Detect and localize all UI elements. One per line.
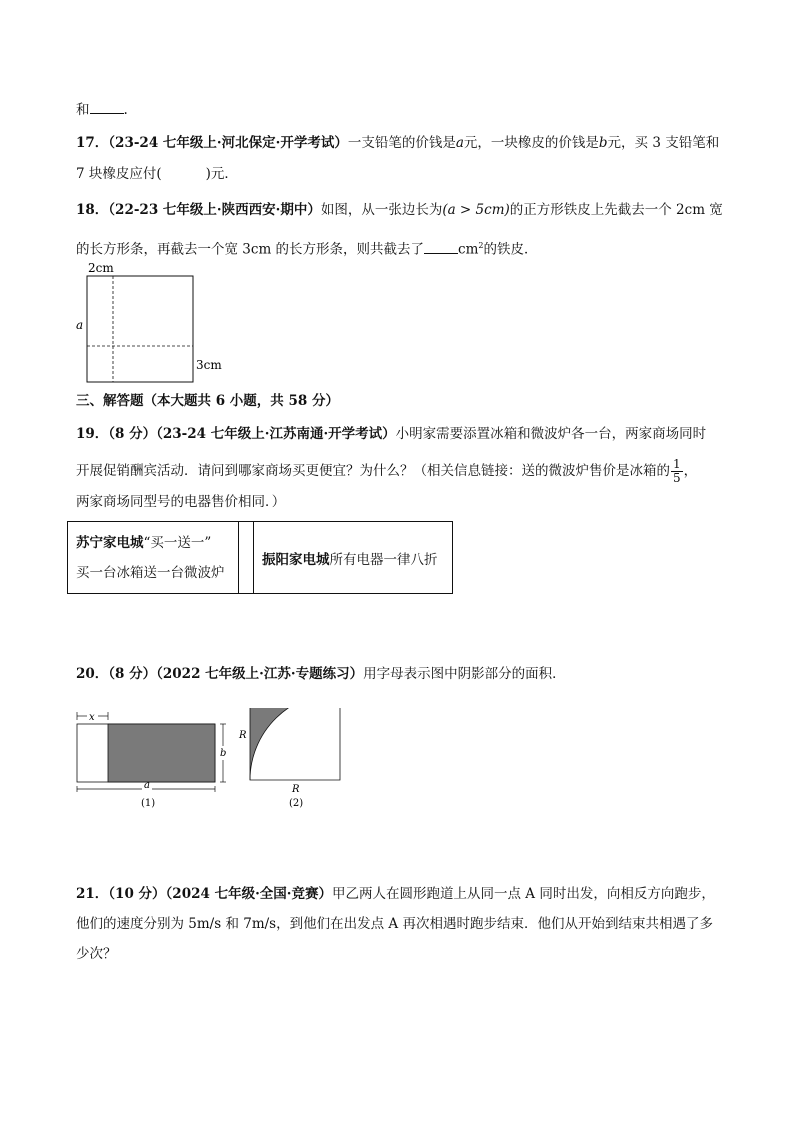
q17-line2-a: 7 块橡皮应付( xyxy=(76,166,162,182)
fig1-caption: (1) xyxy=(141,798,156,809)
fig1-label-b: b xyxy=(220,748,227,759)
q17-line2 xyxy=(76,164,238,184)
q20-score: （8 分） xyxy=(108,666,157,682)
q18-square-figure xyxy=(72,258,232,386)
answer-blank[interactable] xyxy=(90,100,124,114)
q19-line2-text: 开展促销酬宾活动．请问到哪家商场买更便宜？为什么？（相关信息链接：送的微波炉售价是冰箱的 xyxy=(76,463,670,479)
fraction-denominator: 5 xyxy=(673,471,681,485)
q19-score: （8 分） xyxy=(108,426,157,442)
q19-line2: 开展促销酬宾活动．请问到哪家商场买更便宜？为什么？（相关信息链接：送的微波炉售价是冰箱的 $\frac{1}{5}$ ， xyxy=(76,457,698,485)
zhenyang-offer: 所有电器一律八折 xyxy=(329,551,438,568)
q18-label-3cm: 3cm xyxy=(196,358,222,372)
q17-number: 17． xyxy=(76,135,109,151)
q18-unit-sup: 2 xyxy=(478,241,484,250)
q17-line2-b: )元． xyxy=(205,166,238,182)
q17-source: （23-24 七年级上·河北保定·开学考试） xyxy=(108,135,348,151)
suning-offer: 买一台冰箱送一台微波炉 xyxy=(76,564,225,581)
table-spacer-cell xyxy=(239,522,254,594)
q19-line3: 两家商场同型号的电器售价相同．） xyxy=(76,494,286,510)
fig1-label-a: a xyxy=(144,780,150,791)
q19-line1 xyxy=(76,424,706,444)
q18-line2-a: 的长方形条，再截去一个宽 3cm 的长方形条，则共截去了 xyxy=(76,241,425,258)
q20-figure-2 xyxy=(238,708,340,809)
q19-source: （23-24 七年级上·江苏南通·开学考试） xyxy=(156,426,396,442)
zhenyang-name: 振阳家电城 xyxy=(262,551,330,568)
q19-number: 19． xyxy=(76,426,109,442)
q20-number: 20． xyxy=(76,666,109,682)
q18-line2-b: 的铁皮． xyxy=(483,241,538,258)
section-3-title: 三、解答题（本大题共 6 小题，共 58 分） xyxy=(76,393,339,409)
q20-figures xyxy=(70,708,360,816)
q18-label-2cm: 2cm xyxy=(88,261,114,275)
q21-score: （10 分） xyxy=(108,886,166,902)
zhenyang-cell xyxy=(254,522,453,594)
q21-text-a: 甲乙两人在圆形跑道上从同一点 A 同时出发，向相反方向跑步， xyxy=(331,886,715,902)
prev-text: 和 xyxy=(76,102,90,118)
fig2-label-r-left: R xyxy=(239,730,247,741)
q20-text: 用字母表示图中阴影部分的面积． xyxy=(363,666,566,682)
q18-answer-blank[interactable] xyxy=(424,240,458,254)
q18-condition: (a > 5cm) xyxy=(442,202,510,218)
q18-line1 xyxy=(76,200,723,220)
q18-unit: cm xyxy=(458,241,479,258)
q18-square xyxy=(87,276,193,382)
fig1-label-x: x xyxy=(89,712,95,723)
fig2-shaded-region xyxy=(250,708,340,780)
q21-line1 xyxy=(76,884,715,904)
q17-line1 xyxy=(76,133,719,153)
q18-source: （22-23 七年级上·陕西西安·期中） xyxy=(108,202,321,218)
q19-promo-table xyxy=(67,521,453,594)
q18-number: 18． xyxy=(76,202,109,218)
fig2-label-r-bottom: R xyxy=(292,784,300,795)
q18-label-a: a xyxy=(76,318,84,332)
q17-var-a: a xyxy=(455,135,464,151)
q21-line2: 他们的速度分别为 5m/s 和 7m/s，到他们在出发点 A 再次相遇时跑步结束．他们从开始到结束共相遇了多 xyxy=(76,916,713,932)
suning-name: 苏宁家电城 xyxy=(76,534,144,551)
q21-number: 21． xyxy=(76,886,109,902)
fraction-numerator: 1 xyxy=(673,457,681,471)
prev-question-tail xyxy=(76,100,128,120)
q20-line1 xyxy=(76,664,566,684)
q18-text-a: 如图，从一张边长为 xyxy=(320,202,443,218)
q21-source: （2024 七年级·全国·竞赛） xyxy=(165,886,332,902)
q18-text-b: 的正方形铁皮上先截去一个 2cm 宽 xyxy=(509,202,723,218)
q17-text-c: 元，买 3 支铅笔和 xyxy=(607,135,720,151)
q17-text-a: 一支铅笔的价钱是 xyxy=(347,135,456,151)
suning-slogan: “买一送一” xyxy=(143,534,212,551)
q17-text-b: 元，一块橡皮的价钱是 xyxy=(463,135,599,151)
prev-end: . xyxy=(123,102,128,118)
q19-text-a: 小明家需要添置冰箱和微波炉各一台，两家商场同时 xyxy=(395,426,707,442)
q20-source: （2022 七年级上·江苏·专题练习） xyxy=(156,666,364,682)
fig2-caption: (2) xyxy=(289,798,304,809)
suning-cell xyxy=(68,522,239,594)
q17-var-b: b xyxy=(598,135,608,151)
q20-figure-1 xyxy=(77,712,226,809)
q21-line3: 少次？ xyxy=(76,946,117,962)
q18-line2 xyxy=(76,236,538,260)
fig1-shaded-rect xyxy=(108,724,215,782)
q19-fraction xyxy=(671,458,683,485)
